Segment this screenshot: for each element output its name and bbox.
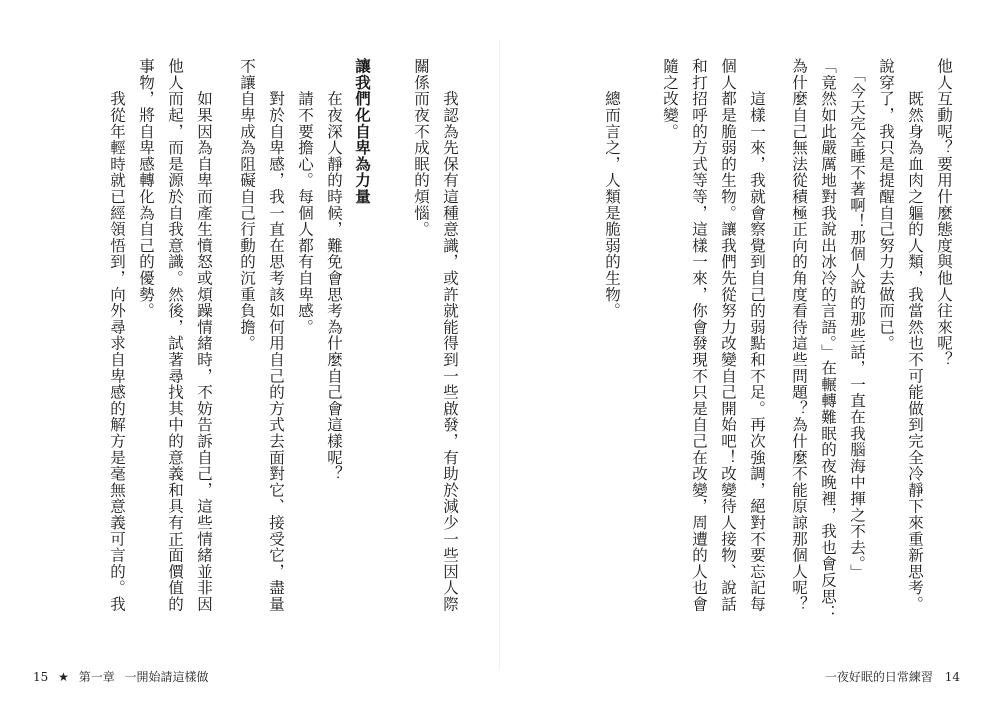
chapter-title: 一開始請這樣做 xyxy=(124,670,209,684)
text-column: 和打招呼的方式等等，這樣一來，你會發現不只是自己在改變，周遭的人也會 xyxy=(690,58,708,613)
right-page xyxy=(545,58,953,621)
section-heading: 讓我們化自卑為力量 xyxy=(353,58,372,205)
text-column: 如果因為自卑而產生憤怒或煩躁情緒時，不妨告訴自己，這些情緒並非因 xyxy=(195,58,213,613)
text-column: 我認為先保有這種意識，或許就能得到一些啟發，有助於減少一些因人際 xyxy=(441,58,459,613)
book-title: 一夜好眠的日常練習 xyxy=(824,670,933,684)
text-column: 說穿了，我只是提醒自己努力去做而已。 xyxy=(877,58,895,352)
text-column: 不讓自卑成為阻礙自己行動的沉重負擔。 xyxy=(238,58,256,352)
text-column: 總而言之，人類是脆弱的生物。 xyxy=(603,58,621,319)
text-column: 既然身為血肉之軀的人類，我當然也不可能做到完全冷靜下來重新思考。 xyxy=(906,58,924,613)
left-page-footer xyxy=(33,668,209,685)
star-icon: ★ xyxy=(58,670,69,684)
text-column: 個人都是脆弱的生物。讓我們先從努力改變自己開始吧！改變待人接物、說話 xyxy=(719,58,737,613)
text-column: 他人而起，而是源於自我意識。然後，試著尋找其中的意義和具有正面價值的 xyxy=(166,58,184,613)
page-number: 14 xyxy=(944,670,960,684)
text-column: 「竟然如此嚴厲地對我說出冰冷的言語。」在輾轉難眠的夜晚裡，我也會反思： xyxy=(819,58,837,621)
text-column: 事物，將自卑感轉化為自己的優勢。 xyxy=(137,58,155,319)
text-column: 對於自卑感，我一直在思考該如何用自己的方式去面對它、接受它，盡量 xyxy=(267,58,285,613)
text-column: 隨之改變。 xyxy=(661,58,679,140)
text-column: 我從年輕時就已經領悟到，向外尋求自卑感的解方是毫無意義可言的。我 xyxy=(108,58,126,613)
text-column: 他人互動呢？要用什麼態度與他人往來呢？ xyxy=(935,58,953,368)
text-column: 在夜深人靜的時候，難免會思考為什麼自己會這樣呢？ xyxy=(325,58,343,482)
text-column: 關係而夜不成眠的煩惱。 xyxy=(412,58,430,238)
page-number: 15 xyxy=(33,670,49,684)
text-column: 這樣一來，我就會察覺到自己的弱點和不足。再次強調，絕對不要忘記每 xyxy=(748,58,766,613)
left-page xyxy=(55,58,459,618)
text-column: 請不要擔心。每個人都有自卑感。 xyxy=(296,58,314,336)
page-gutter xyxy=(499,40,500,670)
chapter-label: 第一章 xyxy=(78,670,115,684)
text-column: 「今天完全睡不著啊！那個人說的那些話，一直在我腦海中揮之不去。」 xyxy=(848,58,866,581)
text-column: 為什麼自己無法從積極正向的角度看待這些問題？為什麼不能原諒那個人呢？ xyxy=(790,58,808,613)
right-page-footer xyxy=(825,668,960,685)
